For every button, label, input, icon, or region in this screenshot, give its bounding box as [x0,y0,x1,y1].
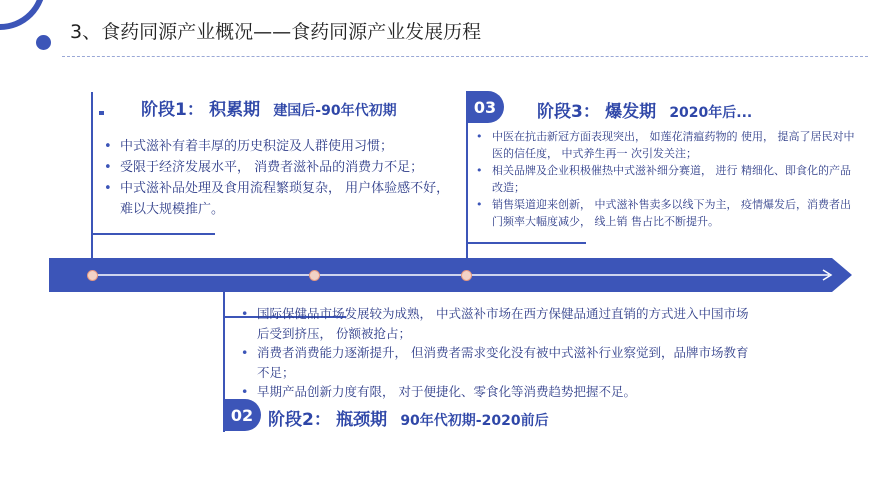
stage1-points [100,136,460,220]
decor-dot [36,35,51,50]
stage3-label: 阶段3： [537,102,600,122]
stage1-name: 积累期 [209,100,261,120]
stage2-heading [268,405,549,430]
list-item: • 中式滋补品处理及食用流程繁琐复杂， 用户体验感不好， 难以大规模推广。 [100,178,460,220]
list-item: • 相关品牌及企业积极催热中式滋补细分赛道， 进行 精细化、即食化的产品改造； [472,162,858,196]
stage1-connector [91,92,93,274]
stage3-badge: 03 [466,91,504,123]
stage3-underline [466,242,586,244]
stage3-period: 2020年后... [669,105,753,121]
list-item: • 国际保健品市场发展较为成熟， 中式滋补市场在西方保健品通过直销的方式进入中国市场后受到挤压， 份额被抢占； [237,304,757,343]
list-item: • 销售渠道迎来创新， 中式滋补售卖多以线下为主， 疫情爆发后，消费者出门频率大幅度减少， 线上销 售占比不断提升。 [472,196,858,230]
stage3-name: 爆发期 [605,102,657,122]
decor-ring [0,0,46,30]
timeline-dot-stage1 [87,270,98,281]
list-item: • 受限于经济发展水平， 消费者滋补品的消费力不足； [100,157,460,178]
stage2-points [237,304,757,402]
timeline-dot-stage2 [309,270,320,281]
title-divider [62,56,868,57]
stage1-marker [99,111,104,115]
stage2-badge: 02 [223,399,261,431]
timeline-arrow [49,258,852,292]
stage3-heading [537,97,752,122]
list-item: • 消费者消费能力逐渐提升， 但消费者需求变化没有被中式滋补行业察觉到，品牌市场教育不足； [237,343,757,382]
list-item: • 早期产品创新力度有限， 对于便捷化、零食化等消费趋势把握不足。 [237,382,757,402]
list-item: • 中医在抗击新冠方面表现突出， 如莲花清瘟药物的 使用， 提高了居民对中医的信任度， 中式养生再一 次引发关注； [472,128,858,162]
page-title: 3、食药同源产业概况——食药同源产业发展历程 [70,21,482,43]
stage2-label: 阶段2： [268,410,331,430]
stage1-period: 建国后-90年代初期 [273,103,397,119]
stage1-underline [91,233,215,235]
stage2-name: 瓶颈期 [336,410,388,430]
stage1-label: 阶段1： [141,100,204,120]
list-item: • 中式滋补有着丰厚的历史积淀及人群使用习惯； [100,136,460,157]
timeline-dot-stage3 [461,270,472,281]
stage2-period: 90年代初期-2020前后 [400,413,549,429]
stage1-heading [141,95,397,120]
stage3-points [472,128,858,230]
